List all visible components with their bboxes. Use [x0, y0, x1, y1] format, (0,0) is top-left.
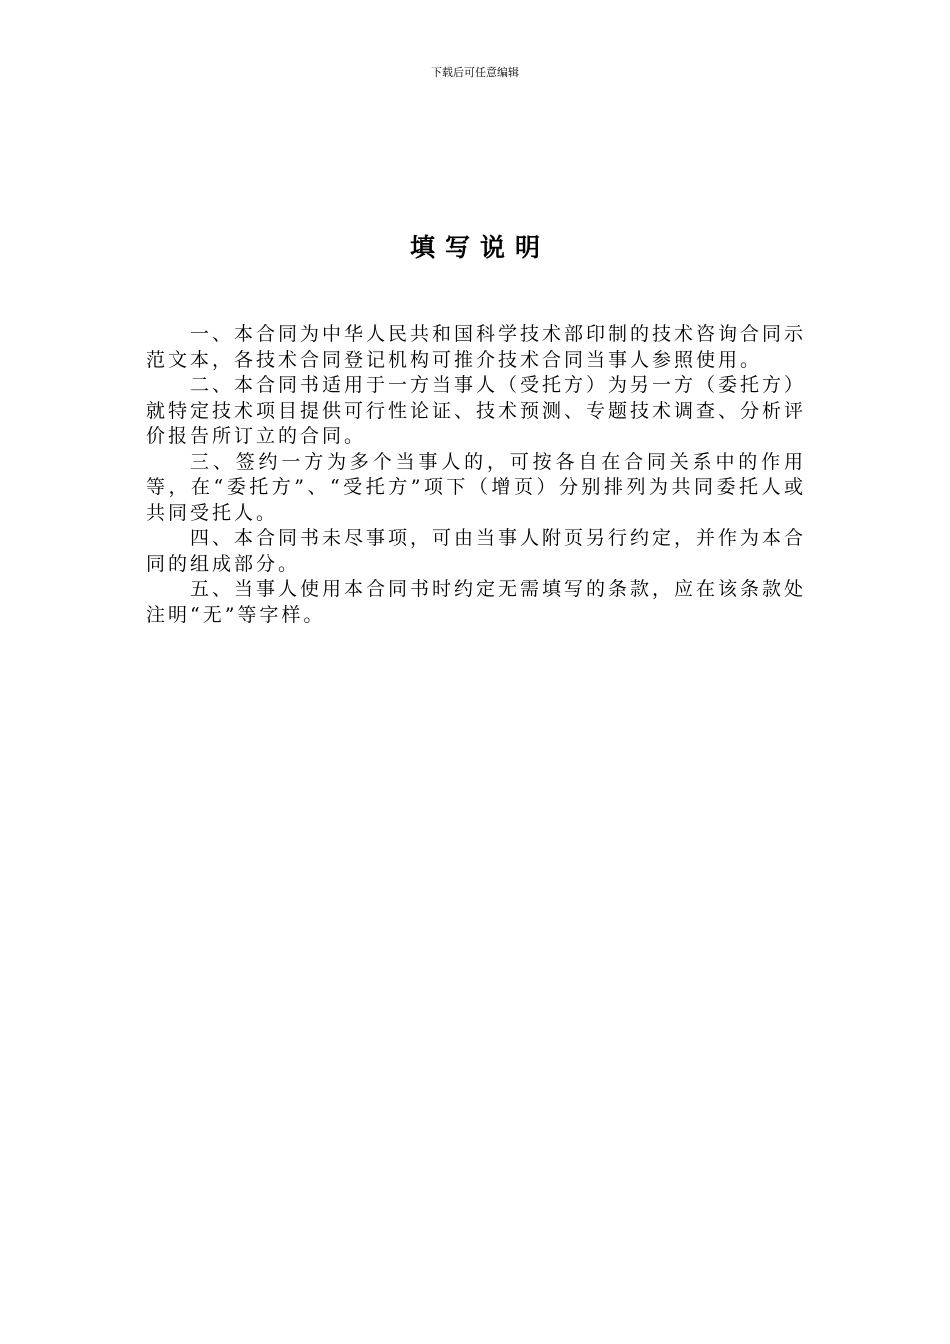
instruction-paragraph-2: 二、本合同书适用于一方当事人（受托方）为另一方（委托方）就特定技术项目提供可行性论证、技术预测、专题技术调查、分析评价报告所订立的合同。 — [146, 374, 807, 447]
document-title: 填写说明 — [409, 233, 550, 262]
instruction-paragraph-4: 四、本合同书未尽事项，可由当事人附页另行约定，并作为本合同的组成部分。 — [146, 527, 807, 575]
instructions-body — [146, 322, 806, 628]
page-header-note: 下载后可任意编辑 — [431, 66, 519, 79]
instruction-paragraph-5: 五、当事人使用本合同书时约定无需填写的条款，应在该条款处注明“无”等字样。 — [146, 578, 807, 626]
instruction-paragraph-1: 一、本合同为中华人民共和国科学技术部印制的技术咨询合同示范文本，各技术合同登记机构可推介技术合同当事人参照使用。 — [146, 323, 807, 371]
instruction-paragraph-3: 三、签约一方为多个当事人的，可按各自在合同关系中的作用等，在“委托方”、“受托方”项下（增页）分别排列为共同委托人或共同受托人。 — [146, 450, 806, 524]
